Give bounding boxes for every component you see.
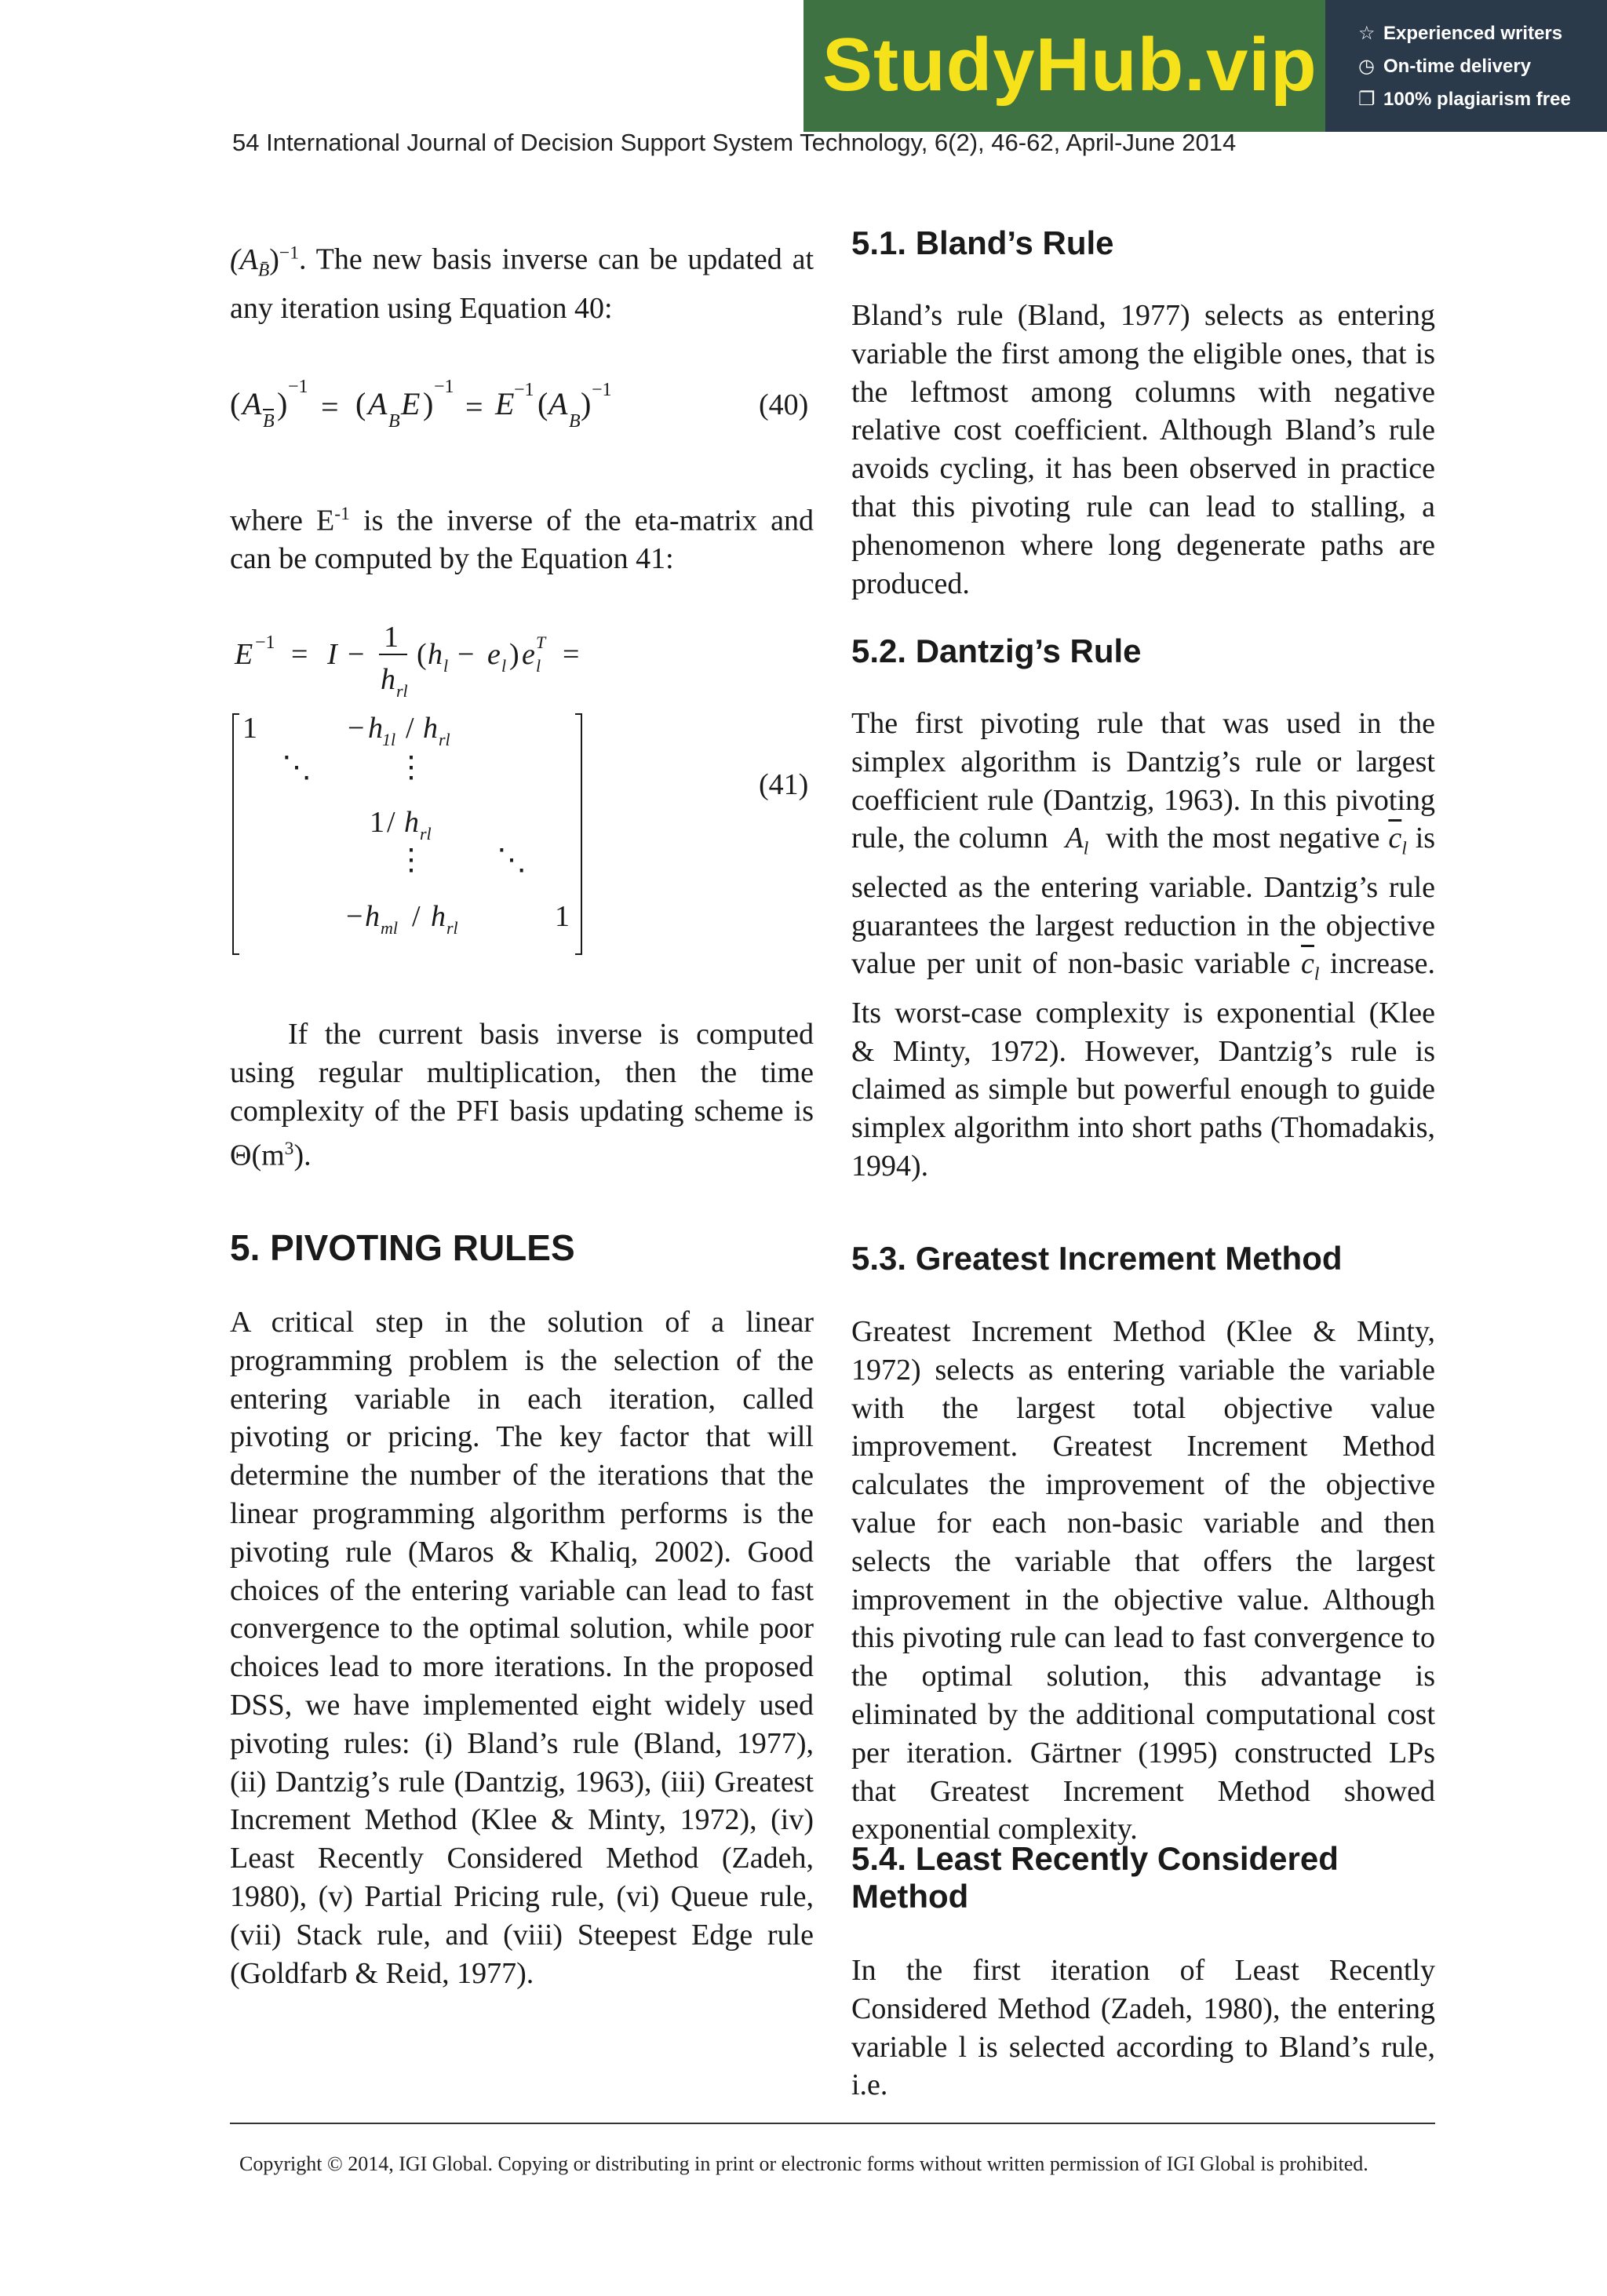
svg-text:A: A: [242, 386, 262, 421]
svg-text:−: −: [346, 900, 363, 933]
equation-41: [230, 620, 622, 965]
svg-text:=: =: [321, 389, 339, 425]
svg-text:=: =: [291, 638, 308, 671]
svg-text:h: h: [431, 900, 446, 933]
svg-text:−1: −1: [434, 377, 454, 397]
footer-rule: [230, 2123, 1435, 2124]
svg-text:I: I: [327, 638, 337, 671]
svg-text:T: T: [536, 632, 546, 652]
svg-text:(: (: [417, 638, 427, 671]
svg-text:⋱: ⋱: [282, 751, 312, 784]
section-5-3-text: Greatest Increment Method (Klee & Minty, 1972) selects as entering variable the variable with the largest total objective value improvement. Greatest Increment Method calculates the improvement of the objective value for each non-basic variable and then selects the variable that offers the largest improvement in the objective value. Although this pivoting rule can lead to fast convergence to the optimal solution, this advantage is eliminated by the additional computational cost per iteration. Gärtner (1995) constructed LPs that Greatest Increment Method showed exponential complexity.: [851, 1315, 1435, 1846]
svg-text:h: h: [423, 712, 438, 745]
left-para-1: $(A_{B̄})^{-1}$. The new basis inverse can be updated at any iteration using Equation 40:: [230, 242, 814, 326]
feature-on-time: ◷ On-time delivery: [1358, 56, 1532, 77]
svg-text:h: h: [365, 900, 380, 933]
svg-text:h: h: [381, 663, 395, 696]
svg-text:1: 1: [555, 900, 570, 933]
svg-text:l: l: [536, 656, 541, 676]
inline-math-cbar-l-2: $\overline{c}$: [1301, 947, 1314, 981]
svg-text:−1: −1: [288, 377, 308, 397]
svg-text:B: B: [569, 411, 581, 432]
svg-text:1: 1: [370, 806, 384, 839]
copyright-footer: Copyright © 2014, IGI Global. Copying or distributing in print or electronic forms without written permission of IGI Global is prohibited.: [239, 2152, 1368, 2175]
svg-text:h: h: [368, 712, 383, 745]
svg-text:(: (: [230, 386, 241, 421]
svg-text:−: −: [348, 712, 365, 745]
section-5-heading: 5. PIVOTING RULES: [230, 1227, 575, 1268]
svg-text:rl: rl: [446, 918, 458, 938]
svg-text:1l: 1l: [382, 730, 396, 749]
svg-text:−: −: [348, 638, 365, 671]
equation-40: [230, 375, 591, 438]
document-icon: ❐: [1358, 89, 1376, 110]
inline-math-ab-inverse: $(A_{B̄})^{-1}$: [230, 242, 299, 281]
eq40-number: (40): [759, 388, 809, 421]
svg-text:rl: rl: [439, 730, 450, 749]
studyhub-banner[interactable]: [804, 0, 1607, 132]
left-para-2: where $E^{-1}$ is the inverse of the eta-matrix and can be computed by the Equation 41:: [230, 504, 814, 576]
inline-math-column-al: $A_l$: [1056, 822, 1089, 859]
svg-text:h: h: [428, 638, 443, 671]
section-5-4-text: In the first iteration of Least Recently Considered Method (Zadeh, 1980), the entering variable l is selected according to Bland’s rule, i.e.: [851, 1954, 1435, 2102]
svg-text:/: /: [412, 900, 421, 933]
svg-text:E: E: [401, 386, 421, 421]
svg-text:/: /: [406, 712, 414, 745]
svg-text:e: e: [522, 638, 535, 671]
clock-icon: ◷: [1358, 56, 1375, 77]
svg-text:(: (: [537, 386, 548, 421]
svg-text:A: A: [548, 386, 568, 421]
feature-experienced: ☆ Experienced writers: [1358, 23, 1563, 44]
section-5-1-heading: 5.1. Bland’s Rule: [851, 224, 1114, 261]
section-5-4-heading: 5.4. Least Recently Considered Method: [851, 1840, 1339, 1915]
section-5-1-text: Bland’s rule (Bland, 1977) selects as entering variable the first among the eligible ones, that is the leftmost among columns with negative relative cost coefficient. Although Bland’s rule avoids cycling, it has been observed in practice that this pivoting rule can lead to stalling, a phenomenon where long degenerate paths are produced.: [851, 299, 1435, 600]
section-5-3-heading: 5.3. Greatest Increment Method: [851, 1240, 1343, 1277]
svg-text:e: e: [487, 638, 501, 671]
svg-text:(: (: [355, 386, 366, 421]
svg-text:−1: −1: [514, 380, 534, 400]
svg-text:): ): [277, 386, 288, 421]
svg-text:l: l: [443, 656, 449, 676]
section-5-2-heading: 5.2. Dantzig’s Rule: [851, 632, 1142, 669]
svg-text:E: E: [235, 638, 253, 671]
svg-text:rl: rl: [420, 824, 432, 844]
svg-text:=: =: [465, 389, 483, 425]
svg-text:−: −: [457, 638, 475, 671]
svg-text:B: B: [263, 411, 275, 432]
svg-text:): ): [581, 386, 592, 421]
left-para-3: If the current basis inverse is computed using regular multiplication, then the time complexity of the PFI basis updating scheme is $\Theta(m^3)$.: [230, 1018, 814, 1173]
svg-text:1: 1: [242, 712, 257, 745]
svg-text:ml: ml: [381, 918, 398, 938]
svg-text:B: B: [388, 411, 400, 432]
svg-text:1: 1: [384, 621, 399, 654]
svg-text:E: E: [495, 386, 515, 421]
left-para-4: A critical step in the solution of a linear programming problem is the selection of the entering variable in each iteration, called pivoting or pricing. The key factor that will determine the number of the iterations that the linear programming algorithm performs is the pivoting rule (Maros & Khaliq, 2002). Good choices of the entering variable can lead to fast convergence to the optimal solution, while poor choices lead to more iterations. In the proposed DSS, we have implemented eight widely used pivoting rules: (i) Bland’s rule (Bland, 1977), (ii) Dantzig’s rule (Dantzig, 1963), (iii) Greatest Increment Method (Klee & Minty, 1972), (iv) Least Recently Considered Method (Zadeh, 1980), (v) Partial Pricing rule, (vi) Queue rule, (vii) Stack rule, and (viii) Steepest Edge rule (Goldfarb & Reid, 1977).: [230, 1306, 814, 1990]
svg-text:⋱: ⋱: [497, 844, 527, 876]
section-5-2-text: The first pivoting rule that was used in the simplex algorithm is Dantzig’s rule or largest coefficient rule (Dantzig, 1963). In this pivoting rule, the column $A_l$ with the most negative $\overline{c}_l$ is selected as the entering variable. Dantzig’s rule guarantees the largest reduction in the objective value per unit of non-basic variable $\overline{c}_l$ increase. Its worst-case complexity is exponential (Klee & Minty, 1972). However, Dantzig’s rule is claimed as simple but powerful enough to guide simplex algorithm into short paths (Thomadakis, 1994).: [851, 707, 1436, 1183]
svg-text:): ): [423, 386, 434, 421]
svg-text:⋮: ⋮: [396, 751, 426, 784]
svg-text:h: h: [404, 806, 419, 839]
equation-40-tail: [581, 375, 659, 438]
svg-text:−1: −1: [592, 380, 612, 400]
inline-math-cbar-l-1: $\overline{c}$: [1388, 822, 1402, 855]
svg-text:/: /: [387, 806, 395, 839]
feature-plagiarism: ❐ 100% plagiarism free: [1358, 89, 1571, 110]
svg-text:rl: rl: [396, 681, 408, 701]
svg-text:): ): [509, 638, 519, 671]
svg-text:A: A: [368, 386, 388, 421]
star-icon: ☆: [1358, 23, 1376, 44]
svg-text:−1: −1: [255, 632, 275, 653]
svg-text:=: =: [563, 638, 580, 671]
svg-text:l: l: [501, 656, 507, 676]
svg-text:⋮: ⋮: [396, 844, 426, 876]
running-head: 54 International Journal of Decision Support System Technology, 6(2), 46-62, April-June 2014: [232, 129, 1237, 156]
studyhub-logo[interactable]: StudyHub.vip: [822, 23, 1317, 107]
banner-features: [1325, 0, 1607, 132]
eq41-number: (41): [759, 768, 809, 801]
